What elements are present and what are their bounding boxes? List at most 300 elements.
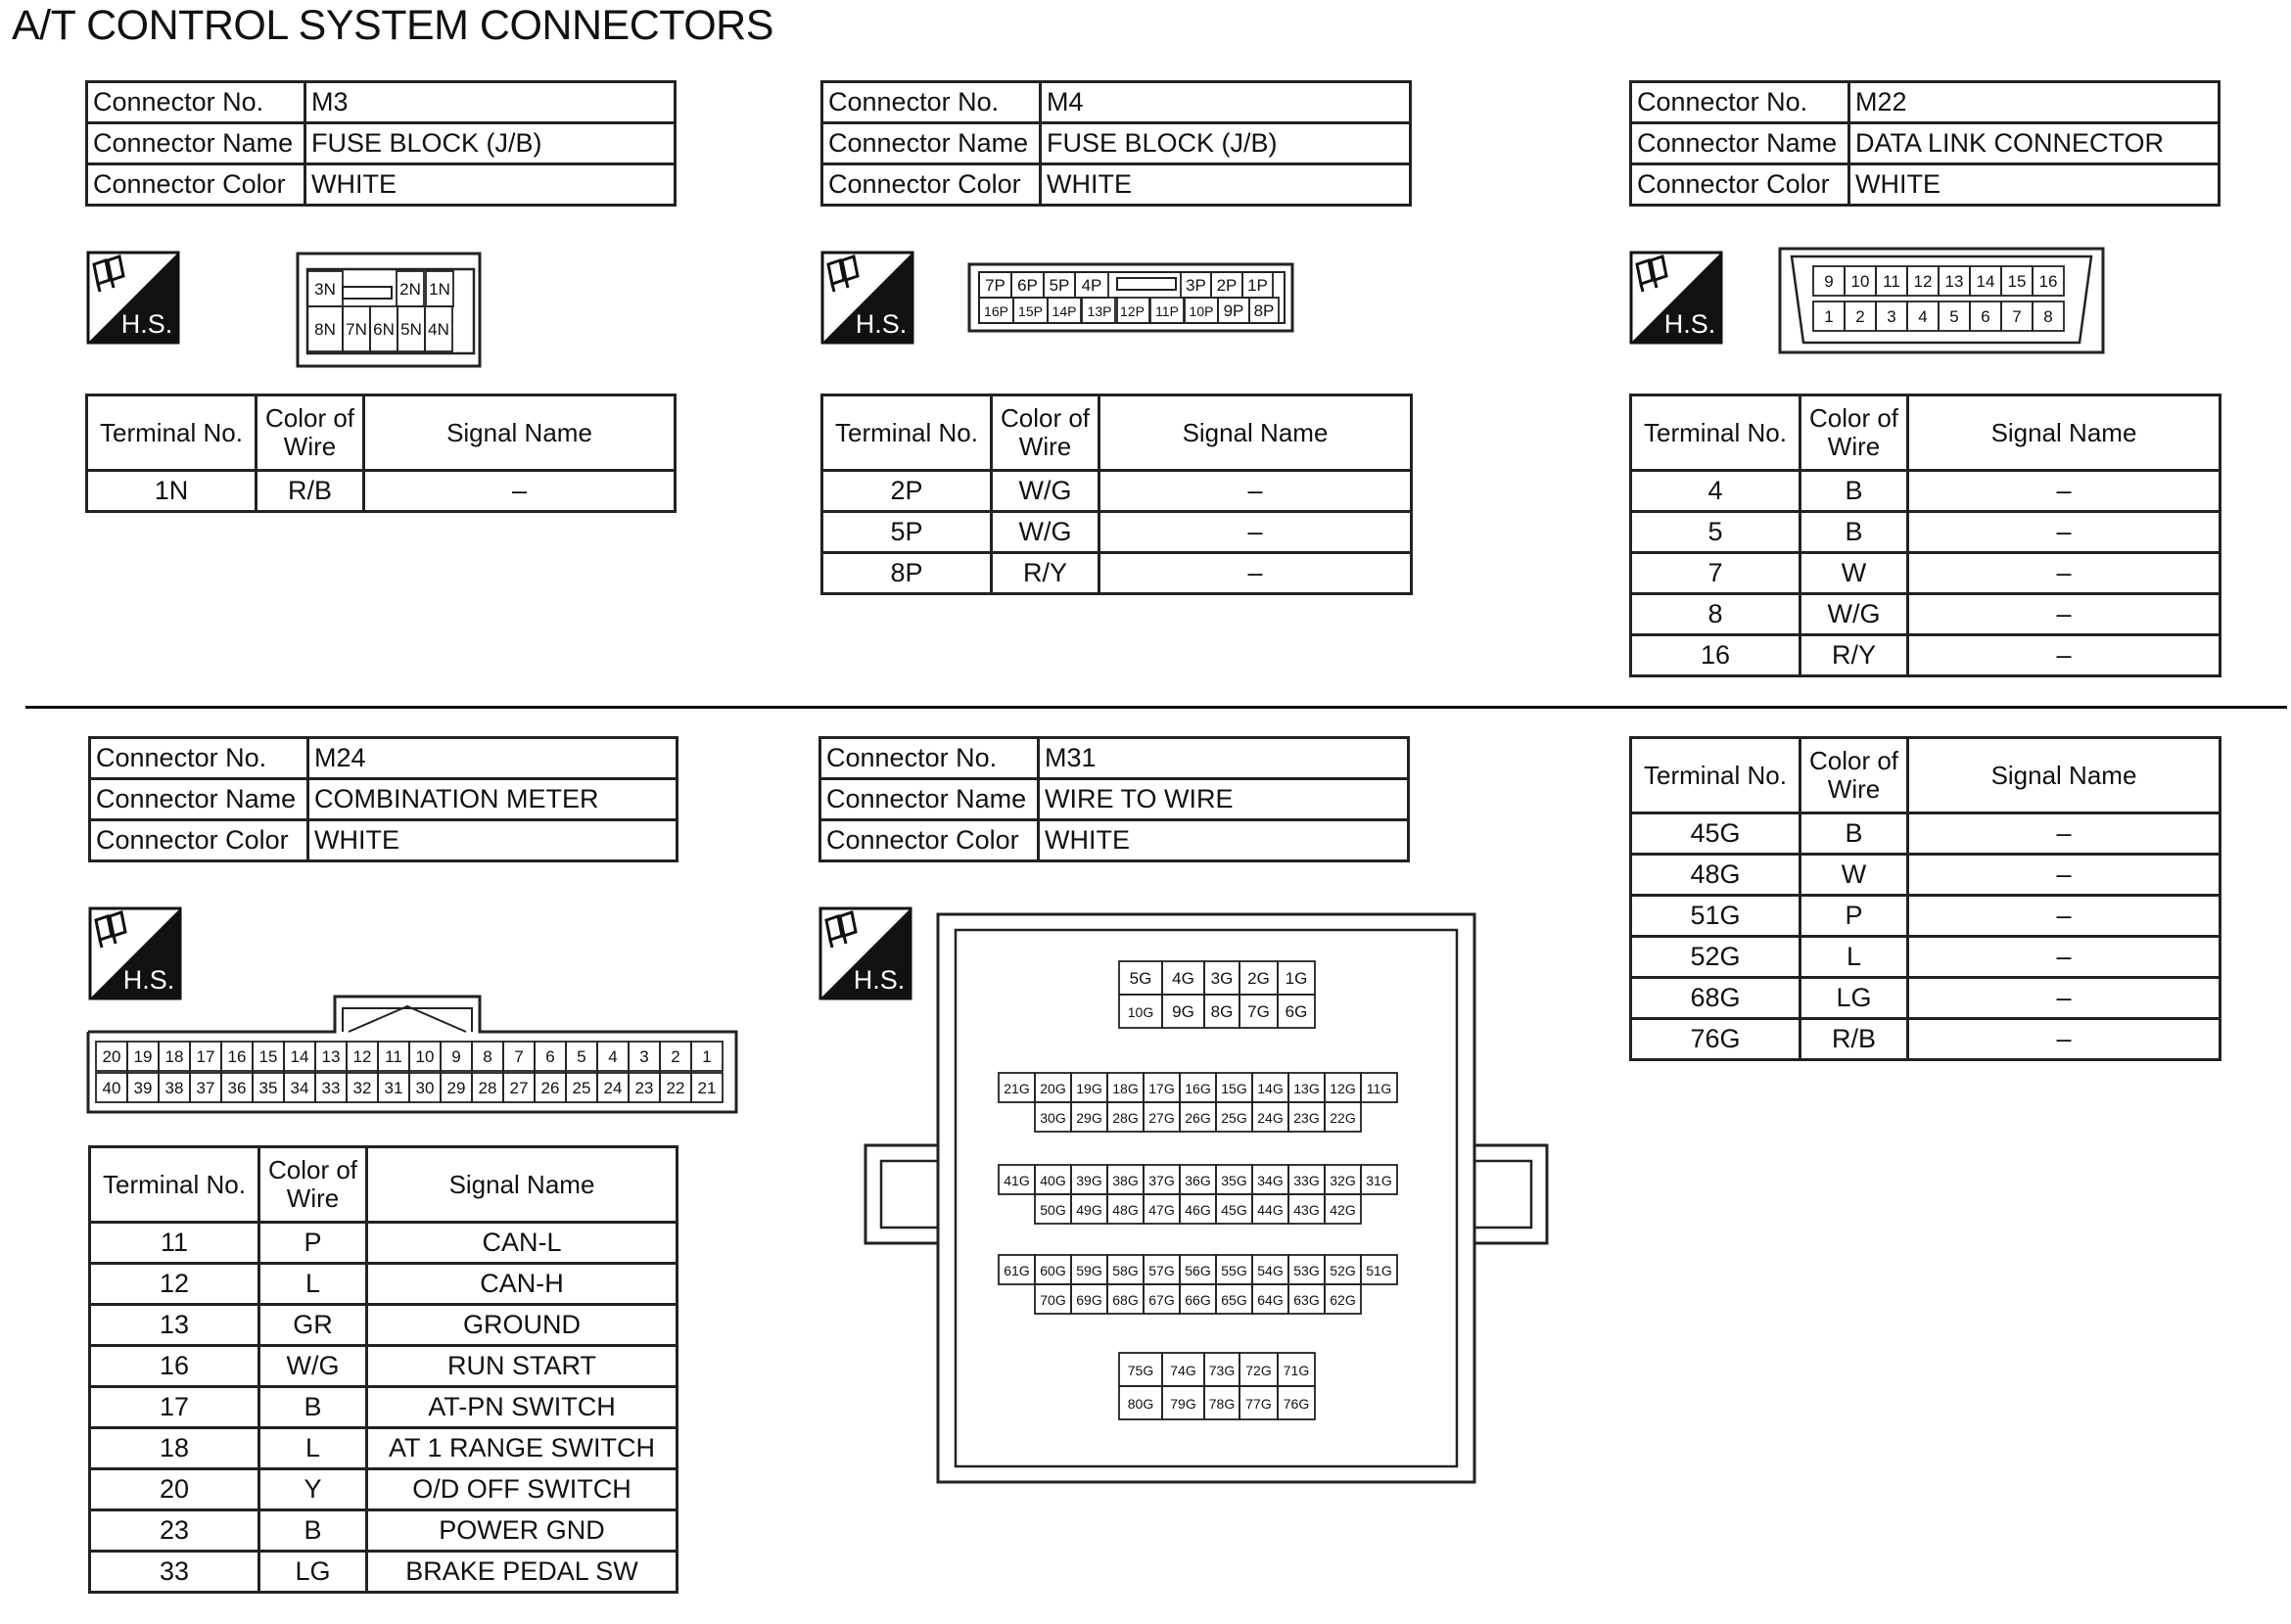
pin-label: 51G — [1366, 1263, 1392, 1278]
terminal-no-cell: 45G — [1631, 813, 1800, 855]
pin-label: 38 — [164, 1079, 184, 1097]
header-signal-name: Signal Name — [1908, 738, 2221, 813]
pin-label: 7G — [1247, 1002, 1270, 1021]
signal-name-cell: – — [1908, 1019, 2221, 1060]
signal-name-cell: – — [1908, 471, 2221, 512]
hs-label: H.S. — [120, 309, 173, 339]
pin-label: 14P — [1052, 303, 1077, 319]
pin-label: 65G — [1221, 1292, 1247, 1308]
connector-info-m3 — [85, 80, 677, 207]
label-connector-name: Connector Name — [822, 123, 1041, 164]
pin-label: 14G — [1257, 1081, 1284, 1096]
pin-label: 77G — [1245, 1396, 1272, 1412]
pin-label: 30 — [415, 1079, 435, 1097]
connector-color-value: WHITE — [308, 820, 678, 861]
signal-name-cell: – — [1908, 635, 2221, 676]
wire-color-cell: B — [1800, 512, 1908, 553]
pin-label: 74G — [1170, 1363, 1196, 1378]
wire-color-cell: L — [259, 1264, 367, 1305]
pin-label: 11G — [1366, 1081, 1392, 1096]
signal-name-cell: BRAKE PEDAL SW — [367, 1552, 678, 1593]
wire-color-cell: R/Y — [1800, 635, 1908, 676]
pin-label: 5N — [400, 320, 422, 339]
connector-face-m24 — [84, 991, 742, 1119]
label-connector-no: Connector No. — [87, 82, 305, 123]
pin-label: 8N — [314, 320, 336, 339]
table-row — [822, 471, 1412, 512]
terminal-no-cell: 4 — [1631, 471, 1800, 512]
table-row — [87, 471, 676, 512]
pin-label: 3P — [1186, 276, 1206, 295]
wire-color-cell: LG — [1800, 978, 1908, 1019]
wire-color-cell: R/Y — [992, 553, 1099, 594]
table-row — [1631, 978, 2221, 1019]
pin-label: 20 — [102, 1047, 121, 1066]
wire-color-cell: L — [259, 1428, 367, 1469]
table-row — [90, 1387, 678, 1428]
signal-name-cell: – — [1908, 594, 2221, 635]
pin-label: 40G — [1040, 1173, 1066, 1188]
pin-label: 6N — [373, 320, 395, 339]
terminal-no-cell: 16 — [1631, 635, 1800, 676]
header-color-of-wire: Color of Wire — [1800, 738, 1908, 813]
pin-label: 39G — [1076, 1173, 1102, 1188]
wire-color-cell: P — [1800, 896, 1908, 937]
connector-name-value: FUSE BLOCK (J/B) — [1041, 123, 1411, 164]
pin-label: 36 — [227, 1079, 247, 1097]
wire-color-cell: P — [259, 1223, 367, 1264]
pin-label: 79G — [1170, 1396, 1196, 1412]
pin-label: 58G — [1112, 1263, 1139, 1278]
connector-name-value: DATA LINK CONNECTOR — [1849, 123, 2220, 164]
pin-label: 76G — [1283, 1396, 1310, 1412]
pin-label: 24G — [1257, 1110, 1284, 1126]
pin-label: 4G — [1172, 969, 1194, 988]
label-connector-color: Connector Color — [820, 820, 1039, 861]
table-row — [1631, 553, 2221, 594]
signal-name-cell: – — [1099, 512, 1412, 553]
pin-label: 24 — [603, 1079, 623, 1097]
pin-label: 55G — [1221, 1263, 1247, 1278]
pin-label: 80G — [1127, 1396, 1154, 1412]
table-row — [90, 1510, 678, 1552]
pin-label: 7N — [346, 320, 367, 339]
signal-name-cell: – — [364, 471, 676, 512]
pin-label: 3 — [1887, 307, 1896, 326]
pin-label: 75G — [1127, 1363, 1154, 1378]
pin-label: 9P — [1223, 302, 1244, 320]
header-terminal-no: Terminal No. — [87, 395, 257, 471]
pin-label: 68G — [1112, 1292, 1139, 1308]
signal-name-cell: GROUND — [367, 1305, 678, 1346]
pin-label: 44G — [1257, 1202, 1284, 1218]
pin-label: 8G — [1210, 1002, 1234, 1021]
terminal-no-cell: 12 — [90, 1264, 259, 1305]
pin-label: 11 — [385, 1047, 402, 1066]
pin-label: 4P — [1081, 276, 1102, 295]
header-signal-name: Signal Name — [364, 395, 676, 471]
header-terminal-no: Terminal No. — [1631, 395, 1800, 471]
table-row — [1631, 635, 2221, 676]
terminal-no-cell: 16 — [90, 1346, 259, 1387]
pin-label: 60G — [1040, 1263, 1066, 1278]
connector-no-value: M22 — [1849, 82, 2220, 123]
harness-side-icon — [1629, 251, 1723, 345]
pin-label: 66G — [1185, 1292, 1211, 1308]
table-row — [1631, 813, 2221, 855]
pin-label: 9G — [1172, 1002, 1194, 1021]
header-signal-name: Signal Name — [1908, 395, 2221, 471]
pin-label: 16 — [227, 1047, 247, 1066]
pin-label: 1P — [1247, 276, 1268, 295]
wire-color-cell: W — [1800, 855, 1908, 896]
signal-name-cell: CAN-H — [367, 1264, 678, 1305]
pin-label: 15 — [2007, 272, 2027, 291]
terminal-no-cell: 8 — [1631, 594, 1800, 635]
terminal-no-cell: 76G — [1631, 1019, 1800, 1060]
pin-label: 16G — [1185, 1081, 1211, 1096]
pin-label: 2 — [671, 1047, 680, 1066]
section-divider — [25, 706, 2287, 709]
signal-name-cell: POWER GND — [367, 1510, 678, 1552]
pin-label: 37 — [196, 1079, 215, 1097]
pin-label: 9 — [1824, 272, 1834, 291]
pin-label: 22G — [1330, 1110, 1356, 1126]
pin-label: 28 — [478, 1079, 497, 1097]
pin-label: 29 — [446, 1079, 466, 1097]
pin-label: 13G — [1293, 1081, 1320, 1096]
hs-label: H.S. — [853, 965, 906, 995]
pin-label: 48G — [1112, 1202, 1139, 1218]
pin-label: 11P — [1155, 303, 1179, 319]
pin-label: 5G — [1129, 969, 1152, 988]
table-row — [90, 1469, 678, 1510]
pin-label: 2 — [1855, 307, 1865, 326]
connector-color-value: WHITE — [1849, 164, 2220, 206]
connector-no-value: M24 — [308, 738, 678, 779]
pin-label: 2G — [1247, 969, 1270, 988]
pin-label: 20G — [1040, 1081, 1066, 1096]
pin-label: 43G — [1293, 1202, 1320, 1218]
wire-color-cell: W/G — [259, 1346, 367, 1387]
connector-info-m22 — [1629, 80, 2221, 207]
pin-label: 49G — [1076, 1202, 1102, 1218]
pin-label: 72G — [1245, 1363, 1272, 1378]
pin-label: 39 — [133, 1079, 153, 1097]
wire-color-cell: W/G — [1800, 594, 1908, 635]
pin-label: 37G — [1148, 1173, 1175, 1188]
pin-label: 4N — [428, 320, 449, 339]
hs-label: H.S. — [122, 965, 175, 995]
label-connector-color: Connector Color — [90, 820, 308, 861]
pin-label: 59G — [1076, 1263, 1102, 1278]
page-title: A/T CONTROL SYSTEM CONNECTORS — [12, 2, 773, 49]
pin-label: 18G — [1112, 1081, 1139, 1096]
terminal-no-cell: 13 — [90, 1305, 259, 1346]
pin-label: 14 — [290, 1047, 309, 1066]
pin-label: 41G — [1004, 1173, 1030, 1188]
pin-label: 4 — [1918, 307, 1928, 326]
table-row — [90, 1223, 678, 1264]
pin-label: 8 — [483, 1047, 492, 1066]
terminal-table-m24 — [88, 1145, 678, 1594]
pin-label: 26G — [1185, 1110, 1211, 1126]
pin-label: 25G — [1221, 1110, 1247, 1126]
header-terminal-no: Terminal No. — [90, 1147, 259, 1223]
pin-label: 47G — [1148, 1202, 1175, 1218]
wire-color-cell: R/B — [257, 471, 364, 512]
pin-label: 21G — [1004, 1081, 1030, 1096]
terminal-table-m4 — [820, 394, 1413, 595]
wire-color-cell: W/G — [992, 512, 1099, 553]
signal-name-cell: RUN START — [367, 1346, 678, 1387]
pin-label: 19 — [133, 1047, 153, 1066]
table-row — [1631, 1019, 2221, 1060]
pin-label: 30G — [1040, 1110, 1066, 1126]
connector-no-value: M4 — [1041, 82, 1411, 123]
pin-label: 5P — [1049, 276, 1070, 295]
pin-label: 15P — [1018, 303, 1043, 319]
connector-info-m4 — [820, 80, 1412, 207]
terminal-no-cell: 11 — [90, 1223, 259, 1264]
harness-side-icon — [820, 251, 914, 345]
pin-label: 53G — [1293, 1263, 1320, 1278]
signal-name-cell: – — [1908, 937, 2221, 978]
pin-label: 54G — [1257, 1263, 1284, 1278]
signal-name-cell: – — [1099, 553, 1412, 594]
label-connector-no: Connector No. — [1631, 82, 1849, 123]
table-row — [90, 1346, 678, 1387]
pin-label: 33G — [1293, 1173, 1320, 1188]
pin-label: 13 — [321, 1047, 341, 1066]
pin-label: 34 — [290, 1079, 309, 1097]
pin-label: 13P — [1087, 303, 1112, 319]
header-color-of-wire: Color of Wire — [259, 1147, 367, 1223]
terminal-no-cell: 18 — [90, 1428, 259, 1469]
pin-label: 31 — [384, 1079, 403, 1097]
table-row — [1631, 512, 2221, 553]
hs-label: H.S. — [855, 309, 908, 339]
label-connector-no: Connector No. — [90, 738, 308, 779]
pin-label: 2N — [399, 280, 421, 299]
table-row — [1631, 471, 2221, 512]
pin-label: 40 — [102, 1079, 121, 1097]
terminal-no-cell: 68G — [1631, 978, 1800, 1019]
wire-color-cell: LG — [259, 1552, 367, 1593]
connector-no-value: M3 — [305, 82, 676, 123]
pin-label: 1 — [1824, 307, 1834, 326]
wire-color-cell: B — [1800, 813, 1908, 855]
pin-label: 1 — [702, 1047, 712, 1066]
header-terminal-no: Terminal No. — [1631, 738, 1800, 813]
pin-label: 12G — [1330, 1081, 1356, 1096]
header-signal-name: Signal Name — [1099, 395, 1412, 471]
terminal-no-cell: 33 — [90, 1552, 259, 1593]
pin-label: 56G — [1185, 1263, 1211, 1278]
table-row — [90, 1428, 678, 1469]
connector-face-m22 — [1776, 245, 2109, 363]
header-color-of-wire: Color of Wire — [1800, 395, 1908, 471]
connector-name-value: WIRE TO WIRE — [1039, 779, 1409, 820]
pin-label: 22 — [666, 1079, 685, 1097]
connector-face-m3 — [294, 250, 490, 377]
terminal-no-cell: 20 — [90, 1469, 259, 1510]
pin-label: 14 — [1976, 272, 1995, 291]
pin-label: 13 — [1944, 272, 1964, 291]
label-connector-name: Connector Name — [87, 123, 305, 164]
table-row — [1631, 594, 2221, 635]
pin-label: 35G — [1221, 1173, 1247, 1188]
pin-label: 9 — [451, 1047, 461, 1066]
terminal-no-cell: 5P — [822, 512, 992, 553]
label-connector-name: Connector Name — [820, 779, 1039, 820]
pin-label: 78G — [1208, 1396, 1236, 1412]
pin-label: 3N — [314, 280, 336, 299]
label-connector-color: Connector Color — [822, 164, 1041, 206]
pin-label: 12P — [1120, 303, 1145, 319]
header-terminal-no: Terminal No. — [822, 395, 992, 471]
label-connector-no: Connector No. — [820, 738, 1039, 779]
pin-label: 36G — [1185, 1173, 1211, 1188]
pin-label: 8P — [1253, 302, 1275, 320]
pin-label: 1N — [429, 280, 450, 299]
label-connector-color: Connector Color — [87, 164, 305, 206]
pin-label: 1G — [1285, 969, 1308, 988]
pin-label: 45G — [1221, 1202, 1247, 1218]
signal-name-cell: – — [1908, 553, 2221, 594]
signal-name-cell: – — [1908, 855, 2221, 896]
wire-color-cell: W — [1800, 553, 1908, 594]
pin-label: 5 — [1949, 307, 1959, 326]
label-connector-name: Connector Name — [1631, 123, 1849, 164]
pin-label: 64G — [1257, 1292, 1284, 1308]
wire-color-cell: B — [259, 1510, 367, 1552]
label-connector-name: Connector Name — [90, 779, 308, 820]
signal-name-cell: AT-PN SWITCH — [367, 1387, 678, 1428]
table-row — [90, 1552, 678, 1593]
pin-label: 7P — [985, 276, 1005, 295]
pin-label: 32G — [1330, 1173, 1356, 1188]
pin-label: 52G — [1330, 1263, 1356, 1278]
wire-color-cell: W/G — [992, 471, 1099, 512]
pin-label: 10P — [1189, 303, 1214, 319]
pin-label: 61G — [1004, 1263, 1030, 1278]
signal-name-cell: O/D OFF SWITCH — [367, 1469, 678, 1510]
table-row — [90, 1264, 678, 1305]
wire-color-cell: B — [1800, 471, 1908, 512]
pin-label: 29G — [1076, 1110, 1102, 1126]
terminal-no-cell: 23 — [90, 1510, 259, 1552]
connector-info-m31 — [818, 736, 1410, 862]
wire-color-cell: Y — [259, 1469, 367, 1510]
label-connector-no: Connector No. — [822, 82, 1041, 123]
pin-label: 21 — [697, 1079, 717, 1097]
pin-label: 69G — [1076, 1292, 1102, 1308]
terminal-no-cell: 1N — [87, 471, 257, 512]
pin-label: 28G — [1112, 1110, 1139, 1126]
pin-label: 11 — [1883, 272, 1900, 291]
pin-label: 10 — [1850, 272, 1870, 291]
pin-label: 6G — [1285, 1002, 1308, 1021]
wire-color-cell: GR — [259, 1305, 367, 1346]
connector-color-value: WHITE — [1041, 164, 1411, 206]
terminal-no-cell: 2P — [822, 471, 992, 512]
header-color-of-wire: Color of Wire — [992, 395, 1099, 471]
connector-name-value: FUSE BLOCK (J/B) — [305, 123, 676, 164]
pin-label: 12 — [1913, 272, 1933, 291]
pin-label: 18 — [164, 1047, 184, 1066]
pin-label: 50G — [1040, 1202, 1066, 1218]
signal-name-cell: – — [1908, 813, 2221, 855]
connector-color-value: WHITE — [305, 164, 676, 206]
terminal-no-cell: 7 — [1631, 553, 1800, 594]
pin-label: 71G — [1283, 1363, 1310, 1378]
terminal-no-cell: 8P — [822, 553, 992, 594]
pin-label: 35 — [258, 1079, 278, 1097]
signal-name-cell: CAN-L — [367, 1223, 678, 1264]
pin-label: 6P — [1017, 276, 1038, 295]
terminal-no-cell: 5 — [1631, 512, 1800, 553]
pin-label: 3G — [1210, 969, 1234, 988]
pin-label: 27G — [1148, 1110, 1175, 1126]
pin-label: 42G — [1330, 1202, 1356, 1218]
pin-label: 46G — [1185, 1202, 1211, 1218]
pin-label: 63G — [1293, 1292, 1320, 1308]
pin-label: 15 — [258, 1047, 278, 1066]
pin-label: 4 — [608, 1047, 618, 1066]
label-connector-color: Connector Color — [1631, 164, 1849, 206]
pin-label: 6 — [1981, 307, 1990, 326]
pin-label: 23 — [634, 1079, 654, 1097]
pin-label: 17 — [196, 1047, 215, 1066]
pin-label: 16 — [2038, 272, 2058, 291]
terminal-no-cell: 52G — [1631, 937, 1800, 978]
terminal-no-cell: 51G — [1631, 896, 1800, 937]
pin-label: 17G — [1148, 1081, 1175, 1096]
connector-no-value: M31 — [1039, 738, 1409, 779]
table-row — [1631, 855, 2221, 896]
signal-name-cell: – — [1908, 978, 2221, 1019]
pin-label: 23G — [1293, 1110, 1320, 1126]
terminal-no-cell: 48G — [1631, 855, 1800, 896]
table-row — [90, 1305, 678, 1346]
wire-color-cell: B — [259, 1387, 367, 1428]
pin-label: 31G — [1366, 1173, 1392, 1188]
connector-face-m31 — [862, 910, 1547, 1493]
wire-color-cell: L — [1800, 937, 1908, 978]
pin-label: 7 — [514, 1047, 524, 1066]
signal-name-cell: – — [1908, 896, 2221, 937]
hs-label: H.S. — [1663, 309, 1716, 339]
pin-label: 27 — [509, 1079, 529, 1097]
pin-label: 19G — [1076, 1081, 1102, 1096]
pin-label: 12 — [352, 1047, 372, 1066]
pin-label: 2P — [1216, 276, 1238, 295]
signal-name-cell: – — [1099, 471, 1412, 512]
table-row — [1631, 937, 2221, 978]
pin-label: 10 — [415, 1047, 435, 1066]
pin-label: 8 — [2043, 307, 2053, 326]
pin-label: 26 — [540, 1079, 560, 1097]
terminal-table-m31 — [1629, 736, 2221, 1061]
table-row — [822, 512, 1412, 553]
terminal-table-m22 — [1629, 394, 2221, 677]
signal-name-cell: – — [1908, 512, 2221, 553]
terminal-no-cell: 17 — [90, 1387, 259, 1428]
pin-label: 67G — [1148, 1292, 1175, 1308]
connector-face-m4 — [965, 260, 1298, 344]
wire-color-cell: R/B — [1800, 1019, 1908, 1060]
